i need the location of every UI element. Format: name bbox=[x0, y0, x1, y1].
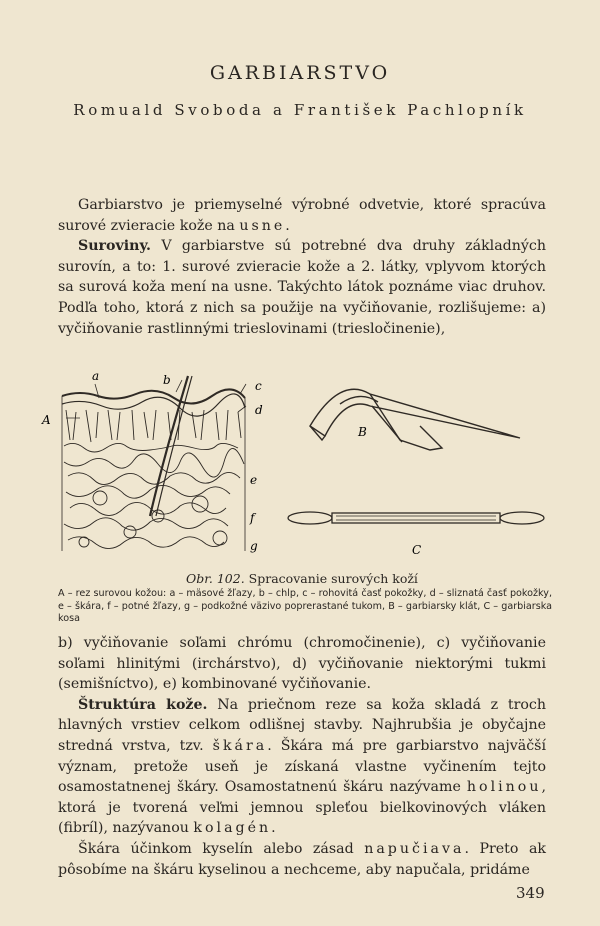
tanning-beam-illustration bbox=[310, 389, 520, 450]
structure-heading: Štruktúra kože. bbox=[78, 696, 208, 713]
structure-text-2: . Škára má pre garbiarstvo najväčší význam, pretože useň je získaná vlastne vyčinením tejto osamostatnenej škáry. Osamostatnenú škáru nazývame bbox=[58, 737, 546, 796]
figure-label-a: a bbox=[92, 369, 100, 383]
continuation-text: b) vyčiňovanie soľami chrómu (chromočinenie), c) vyčiňovanie soľami hlinitými (irchárstvo), d) vyčiňovanie niektorými tukmi (semišníctvo), e) kombinované vyčiňovanie. bbox=[58, 635, 546, 693]
last-text-1: Škára účinkom kyselín alebo zásad bbox=[78, 840, 365, 857]
figure-label-c: c bbox=[255, 379, 262, 393]
intro-line-1: Garbiarstvo je priemyselné výrobné odvetvie, ktoré spracúva bbox=[78, 197, 546, 213]
figure-label-d: d bbox=[255, 403, 263, 417]
term-skara: škára bbox=[212, 737, 268, 754]
term-holina: holinou bbox=[466, 779, 542, 796]
structure-text-3: , ktorá je tvorená veľmi jemnou spleťou bielkovinových vláken (fibríl), nazývanou bbox=[58, 779, 546, 837]
term-napuciava: napučiava bbox=[364, 840, 465, 857]
figure-label-A: A bbox=[42, 413, 51, 427]
figure-caption-text: Spracovanie surových koží bbox=[248, 571, 418, 586]
last-text-2: . Preto ak pôsobíme na škáru kyselinou a nechceme, aby napučala, pridáme bbox=[58, 840, 546, 878]
chapter-title: GARBIARSTVO bbox=[209, 62, 391, 84]
structure-text-4: . bbox=[271, 820, 276, 837]
term-usne: usne. bbox=[239, 217, 293, 234]
figure-label-e: e bbox=[250, 473, 258, 487]
figure-label-f: f bbox=[250, 511, 255, 525]
page-number: 349 bbox=[516, 884, 545, 902]
figure-label-g: g bbox=[250, 539, 258, 553]
figure-legend: A – rez surovou kožou: a – mäsové žľazy, b – chlp, c – rohovitá časť pokožky, d – sliznatá časť pokožky, e – škára, f – potné žľazy, g – podkožné väzivo poprerastané tukom, B – garbiarsky klát, C – garbiarska kosa bbox=[58, 588, 552, 624]
intro-line-2: surové zvieracie kože na bbox=[58, 217, 240, 234]
scraping-knife-illustration bbox=[288, 512, 544, 524]
authors-line: Romuald Svoboda a František Pachlopník bbox=[73, 101, 527, 119]
continuation-paragraph bbox=[58, 633, 546, 880]
structure-paragraph bbox=[58, 695, 546, 839]
skin-section-illustration bbox=[62, 376, 246, 551]
figure-label-B: B bbox=[358, 425, 367, 439]
figure-label-b: b bbox=[163, 373, 171, 387]
figure-caption bbox=[58, 571, 546, 586]
last-paragraph bbox=[58, 839, 546, 880]
raw-materials-paragraph bbox=[58, 236, 546, 339]
structure-text-1: Na priečnom reze sa koža skladá z troch hlavných vrstiev celkom odlišnej stavby. Najhrubšia je obyčajne stredná vrstva, tzv. bbox=[58, 696, 546, 754]
figure-number: Obr. 102. bbox=[186, 571, 245, 586]
intro-paragraph bbox=[58, 195, 546, 339]
raw-materials-heading: Suroviny. bbox=[78, 238, 152, 255]
leather-figure bbox=[40, 366, 560, 571]
raw-materials-text: V garbiarstve sú potrebné dva druhy základných surovín, a to: 1. surové zvieracie kože a 2. látky, vplyvom ktorých sa surová koža mení na usne. Takýchto látok poznáme viac druhov. Podľa toho, ktorá z nich sa použije na vyčiňovanie, rozlišujeme: a) vyčiňovanie rastlinnými trieslovinami (triesločinenie), bbox=[58, 238, 546, 337]
figure-label-C: C bbox=[412, 543, 422, 557]
term-kolagen: kolagén bbox=[193, 820, 272, 837]
